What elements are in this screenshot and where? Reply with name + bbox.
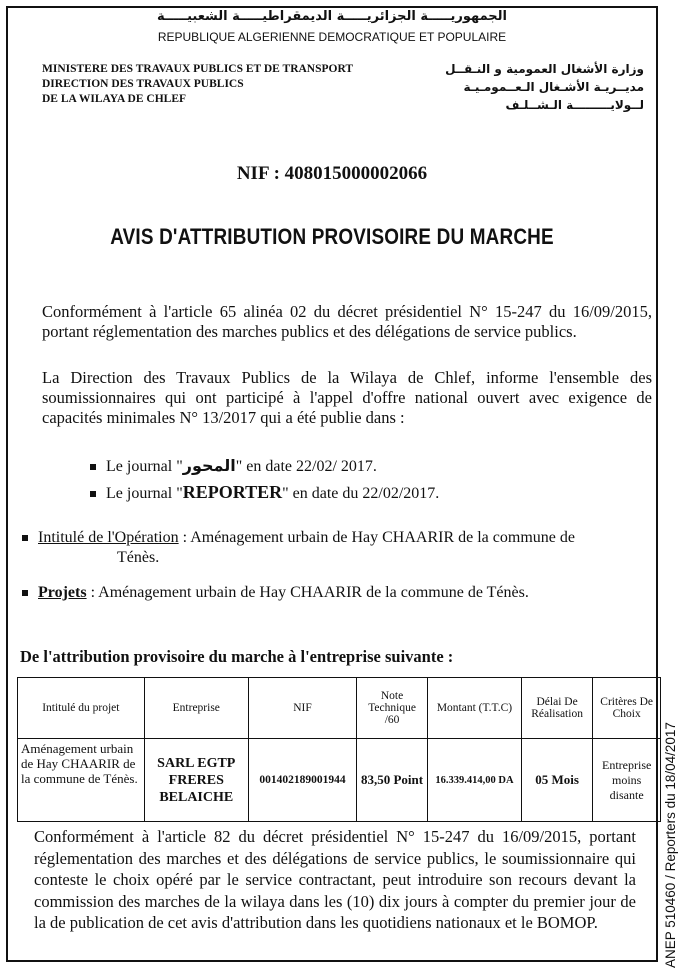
projets-item: Projets : Aménagement urbain de Hay CHAARIR de la commune de Ténès.	[22, 584, 529, 602]
direction-paragraph: La Direction des Travaux Publics de la Wilaya de Chlef, informe l'ensemble des soumissionnaires qui ont participé à l'appel d'offre national ouvert avec exigence de capacités minimales N° 13/2017 qui a été publie dans :	[42, 368, 652, 427]
direction-line: DIRECTION DES TRAVAUX PUBLICS	[42, 78, 244, 90]
publication-reference: ANEP 510460 / Reporters du 18/04/2017	[663, 722, 678, 968]
attribution-table	[17, 677, 661, 822]
operation-label: Intitulé de l'Opération	[38, 529, 179, 546]
header-cell: Critères De Choix	[593, 678, 661, 739]
header-cell: Intitulé du projet	[18, 678, 145, 739]
nif-number: NIF : 408015000002066	[236, 163, 428, 184]
journal-item-1: Le journal "المحور" en date 22/02/ 2017.	[90, 456, 377, 476]
ministry-french-block	[42, 62, 353, 107]
table-header-row	[18, 678, 661, 739]
nif-cell: 001402189001944	[248, 739, 356, 822]
bullet-icon	[90, 464, 96, 470]
header-cell: Note Technique /60	[357, 678, 428, 739]
intro-paragraph: Conformément à l'article 65 alinéa 02 du décret présidentiel N° 15-247 du 16/09/2015, portant réglementation des marches publics et des délégations de service publics.	[42, 302, 652, 341]
projets-label: Projets	[38, 584, 87, 601]
journal-item-2: Le journal "REPORTER" en date du 22/02/2017.	[90, 482, 439, 503]
montant-cell: 16.339.414,00 DA	[428, 739, 522, 822]
wilaya-line: DE LA WILAYA DE CHLEF	[42, 93, 187, 105]
journal-name: REPORTER	[182, 482, 283, 502]
recours-paragraph: Conformément à l'article 82 du décret présidentiel N° 15-247 du 16/09/2015, portant réglementation des marches et des délégations de service publics, le soumissionnaire qui conteste le choix opéré par le service contractant, peut introduire son recours devant la commission des marches de la wilaya dans les (10) dix jours à compter du premier jour de la de publication de cet avis d'attribution dans les quotidiens nationaux et le BOMOP.	[34, 827, 636, 932]
journal-name: المحور	[182, 456, 236, 475]
wilaya-line-ar: لــولايـــــــــة الـشــلـف	[505, 98, 644, 112]
projet-cell: Aménagement urbain de Hay CHAARIR de la commune de Ténès.	[18, 739, 145, 822]
page-title: AVIS D'ATTRIBUTION PROVISOIRE DU MARCHE	[110, 224, 554, 249]
bullet-icon	[90, 491, 96, 497]
criteres-cell: Entreprise moins disante	[593, 739, 661, 822]
note-cell: 83,50 Point	[357, 739, 428, 822]
bullet-icon	[22, 590, 28, 596]
table-row	[18, 739, 661, 822]
header-cell: NIF	[248, 678, 356, 739]
operation-item: Intitulé de l'Opération : Aménagement urbain de Hay CHAARIR de la commune de Ténès.	[22, 528, 642, 568]
direction-line-ar: مديــريـة الأشـغال الـعــمومـيـة	[463, 80, 644, 94]
ministry-line-ar: وزارة الأشغال العمومية و النـقــل	[445, 62, 644, 76]
ministry-arabic-block	[445, 60, 644, 114]
french-republic-header: REPUBLIQUE ALGERIENNE DEMOCRATIQUE ET POPULAIRE	[157, 30, 507, 44]
attribution-heading: De l'attribution provisoire du marche à l'entreprise suivante :	[20, 647, 454, 666]
ministry-line: MINISTERE DES TRAVAUX PUBLICS ET DE TRANSPORT	[42, 63, 354, 75]
entreprise-cell: SARL EGTP FRERES BELAICHE	[144, 739, 248, 822]
header-cell: Délai De Réalisation	[521, 678, 592, 739]
delai-cell: 05 Mois	[521, 739, 592, 822]
bullet-icon	[22, 535, 28, 541]
header-cell: Entreprise	[144, 678, 248, 739]
header-cell: Montant (T.T.C)	[428, 678, 522, 739]
arabic-republic-header: الجمهوريـــــة الجزائريـــــة الديمقراطيـــــة الشعبيـــــة	[156, 9, 507, 24]
